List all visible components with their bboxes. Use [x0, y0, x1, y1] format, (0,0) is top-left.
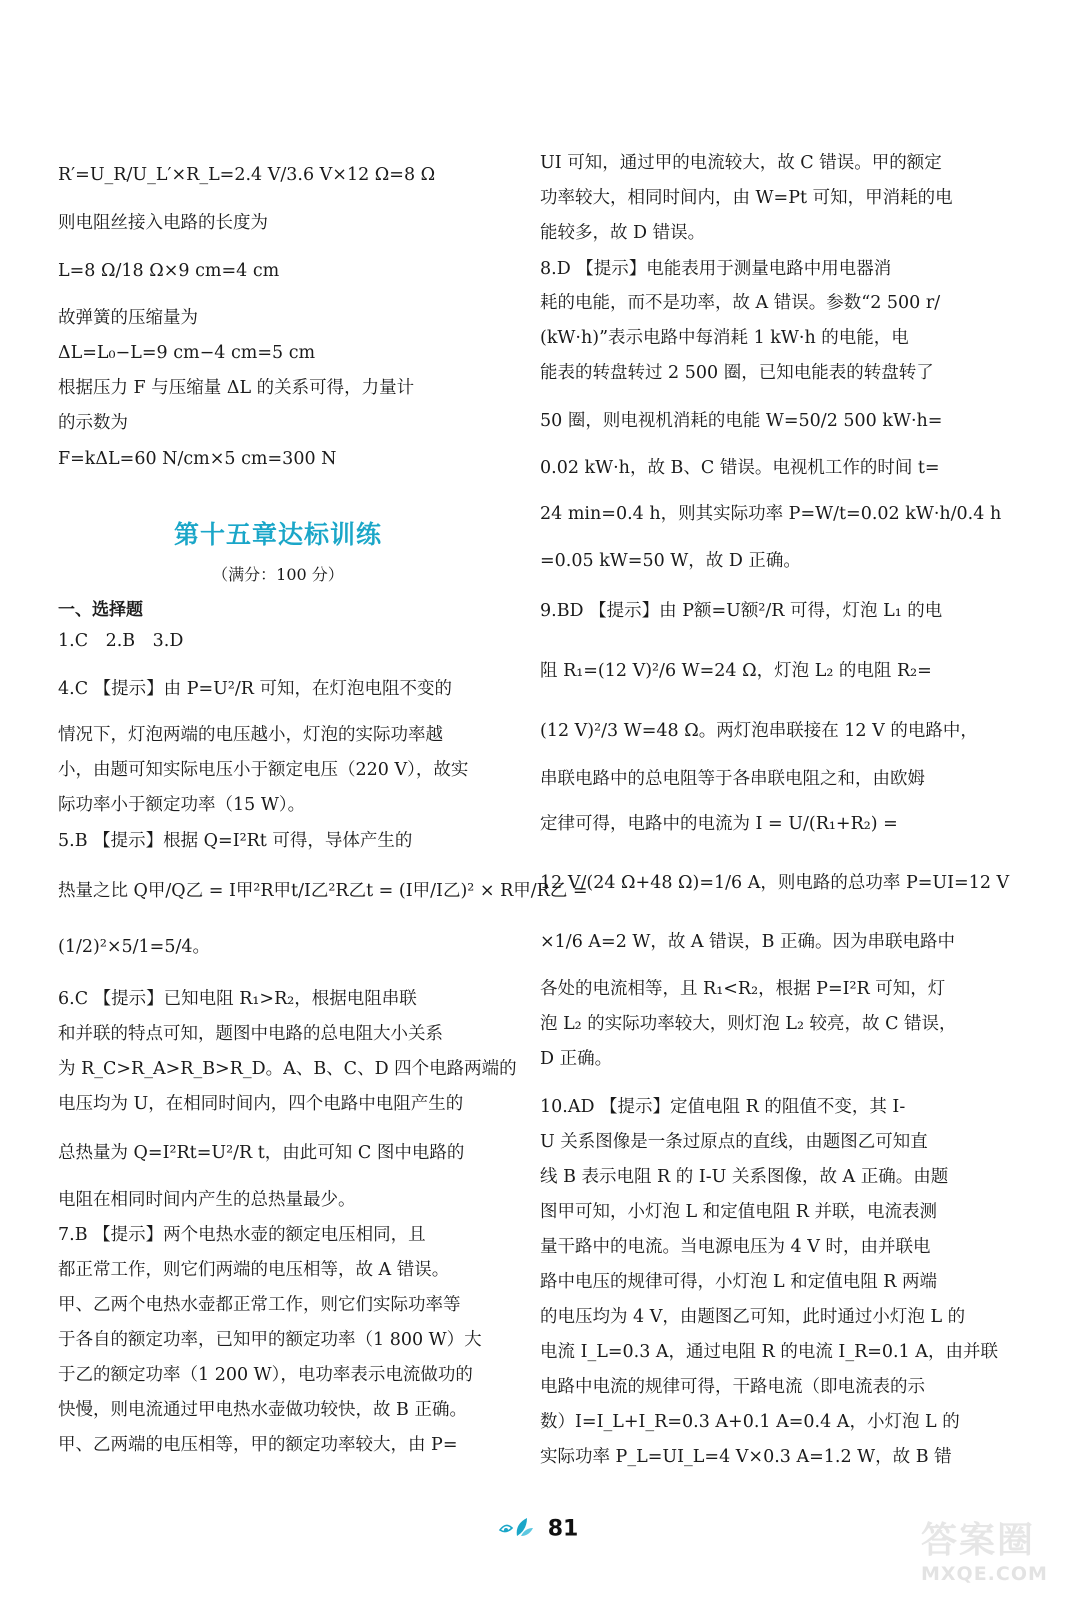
answer-line: 0.02 kW·h，故 B、C 错误。电视机工作的时间 t= — [540, 458, 940, 478]
answer-line: 图甲可知，小灯泡 L 和定值电阻 R 并联，电流表测 — [540, 1202, 938, 1222]
answer-line: 10.AD 【提示】定值电阻 R 的阻值不变，其 I- — [540, 1097, 906, 1117]
answer-line: 阻 R₁=(12 V)²/6 W=24 Ω，灯泡 L₂ 的电阻 R₂= — [540, 661, 932, 681]
score-note: （满分：100 分） — [212, 565, 344, 584]
text-line: 的示数为 — [58, 413, 128, 433]
answer-line: 于乙的额定功率（1 200 W），电功率表示电流做功的 — [58, 1365, 473, 1385]
answer-line: 能较多，故 D 错误。 — [540, 223, 706, 243]
chapter-title: 第十五章达标训练 — [173, 520, 382, 549]
answer-line: 实际功率 P_L=UI_L=4 V×0.3 A=1.2 W，故 B 错 — [540, 1447, 952, 1467]
text-line: 故弹簧的压缩量为 — [58, 308, 198, 328]
answer-line: 甲、乙两个电热水壶都正常工作，则它们实际功率等 — [58, 1295, 461, 1315]
answer-line: 快慢，则电流通过甲电热水壶做功较快，故 B 正确。 — [58, 1400, 467, 1420]
answer-line: 电流 I_L=0.3 A，通过电阻 R 的电流 I_R=0.1 A，由并联 — [540, 1342, 998, 1362]
answer-line: =0.05 kW=50 W，故 D 正确。 — [540, 551, 801, 571]
answer-line: 情况下，灯泡两端的电压越小，灯泡的实际功率越 — [58, 725, 443, 745]
answer-line: 的电压均为 4 V，由题图乙可知，此时通过小灯泡 L 的 — [540, 1307, 966, 1327]
answer-line: 各处的电流相等，且 R₁<R₂，根据 P=I²R 可知，灯 — [540, 979, 946, 999]
answer-line: 电阻在相同时间内产生的总热量最少。 — [58, 1190, 356, 1210]
text-line: R′=U_R/U_L′×R_L=2.4 V/3.6 V×12 Ω=8 Ω — [58, 165, 436, 185]
answer-line: 甲、乙两端的电压相等，甲的额定功率较大，由 P= — [58, 1435, 458, 1455]
answer-line: 耗的电能，而不是功率，故 A 错误。参数“2 500 r/ — [540, 293, 941, 313]
answer-line: 际功率小于额定功率（15 W）。 — [58, 795, 306, 815]
answer-line: UI 可知，通过甲的电流较大，故 C 错误。甲的额定 — [540, 153, 942, 173]
leaf-decoration-icon — [497, 1514, 535, 1544]
answer-line: 50 圈，则电视机消耗的电能 W=50/2 500 kW·h= — [540, 411, 943, 431]
answer-line: D 正确。 — [540, 1049, 613, 1069]
answer-line: 6.C 【提示】已知电阻 R₁>R₂，根据电阻串联 — [58, 989, 417, 1009]
answer-line: 串联电路中的总电阻等于各串联电阻之和，由欧姆 — [540, 769, 925, 789]
answer-line: 为 R_C>R_A>R_B>R_D。A、B、C、D 四个电路两端的 — [58, 1059, 517, 1079]
answer-line: 能表的转盘转过 2 500 圈，已知电能表的转盘转了 — [540, 363, 934, 383]
watermark-top-text: 答案圈 — [921, 1520, 1036, 1561]
answer-line: 电路中电流的规律可得，干路电流（即电流表的示 — [540, 1377, 925, 1397]
text-line: 则电阻丝接入电路的长度为 — [58, 213, 268, 233]
answer-line: 24 min=0.4 h，则其实际功率 P=W/t=0.02 kW·h/0.4 h — [540, 504, 1002, 524]
page-footer — [0, 1514, 1075, 1544]
text-line: 根据压力 F 与压缩量 ΔL 的关系可得，力量计 — [58, 378, 415, 398]
answer-line: 线 B 表示电阻 R 的 I-U 关系图像，故 A 正确。由题 — [540, 1167, 949, 1187]
answer-line: 于各自的额定功率，已知甲的额定功率（1 800 W）大 — [58, 1330, 482, 1350]
answer-line: 数）I=I_L+I_R=0.3 A+0.1 A=0.4 A，小灯泡 L 的 — [540, 1412, 960, 1432]
answer-line: 4.C 【提示】由 P=U²/R 可知，在灯泡电阻不变的 — [58, 679, 453, 699]
answer-line: U 关系图像是一条过原点的直线，由题图乙可知直 — [540, 1132, 928, 1152]
answer-line: 5.B 【提示】根据 Q=I²Rt 可得，导体产生的 — [58, 831, 413, 851]
answer-line: 都正常工作，则它们两端的电压相等，故 A 错误。 — [58, 1260, 450, 1280]
answer-line: ×1/6 A=2 W，故 A 错误，B 正确。因为串联电路中 — [540, 932, 956, 952]
answer-line: (1/2)²×5/1=5/4。 — [58, 937, 210, 957]
answer-line: 总热量为 Q=I²Rt=U²/R t，由此可知 C 图中电路的 — [58, 1143, 465, 1163]
answer-line: 8.D 【提示】电能表用于测量电路中用电器消 — [540, 259, 892, 279]
answer-line: 1.C 2.B 3.D — [58, 631, 184, 651]
text-line: ΔL=L₀−L=9 cm−4 cm=5 cm — [58, 343, 316, 363]
answer-line: 9.BD 【提示】由 P额=U额²/R 可得，灯泡 L₁ 的电 — [540, 601, 943, 621]
answer-line: 小，由题可知实际电压小于额定电压（220 V），故实 — [58, 760, 469, 780]
section-heading: 一、选择题 — [58, 600, 143, 620]
page-number: 81 — [547, 1516, 579, 1542]
answer-line: 电压均为 U，在相同时间内，四个电路中电阻产生的 — [58, 1094, 464, 1114]
watermark-bottom-text: MXQE.COM — [921, 1563, 1048, 1585]
text-line: L=8 Ω/18 Ω×9 cm=4 cm — [58, 261, 280, 281]
answer-line: (kW·h)”表示电路中每消耗 1 kW·h 的电能，电 — [540, 328, 909, 348]
answer-line: 12 V/(24 Ω+48 Ω)=1/6 A，则电路的总功率 P=UI=12 V — [540, 873, 1010, 893]
answer-line: 量干路中的电流。当电源电压为 4 V 时，由并联电 — [540, 1237, 931, 1257]
watermark-logo — [921, 1512, 1061, 1592]
answer-line: 和并联的特点可知，题图中电路的总电阻大小关系 — [58, 1024, 443, 1044]
answer-line: 热量之比 Q甲/Q乙 = I甲²R甲t/I乙²R乙t = (I甲/I乙)² × R甲/R乙 = — [58, 881, 588, 901]
answer-line: (12 V)²/3 W=48 Ω。两灯泡串联接在 12 V 的电路中， — [540, 721, 978, 741]
text-line: F=kΔL=60 N/cm×5 cm=300 N — [58, 449, 337, 469]
answer-line: 泡 L₂ 的实际功率较大，则灯泡 L₂ 较亮，故 C 错误， — [540, 1014, 957, 1034]
answer-line: 功率较大，相同时间内，由 W=Pt 可知，甲消耗的电 — [540, 188, 953, 208]
answer-line: 路中电压的规律可得，小灯泡 L 和定值电阻 R 两端 — [540, 1272, 938, 1292]
answer-line: 7.B 【提示】两个电热水壶的额定电压相同，且 — [58, 1225, 426, 1245]
answer-line: 定律可得，电路中的电流为 I = U/(R₁+R₂) = — [540, 814, 898, 834]
